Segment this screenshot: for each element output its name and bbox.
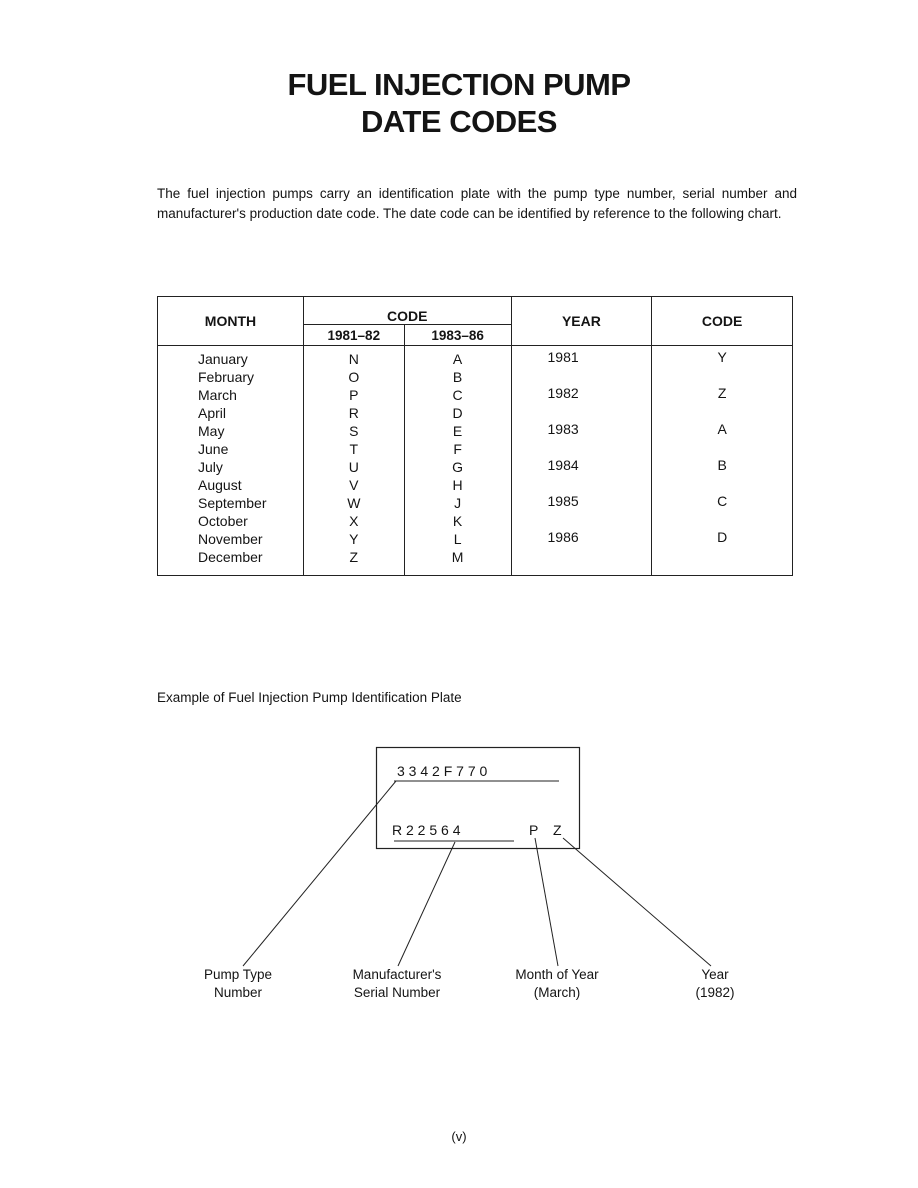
- code-1981-82-cell: Y: [349, 531, 359, 547]
- label-year: [665, 966, 765, 1002]
- page-number: (v): [451, 1129, 467, 1144]
- intro-paragraph: The fuel injection pumps carry an identification plate with the pump type number, serial number and manufacturer's production date code. The date code can be identified by reference to the following chart.: [157, 186, 797, 221]
- code-1981-82-cell: Z: [349, 549, 359, 565]
- code-1983-86-cell: H: [452, 477, 463, 493]
- month-cell: February: [198, 369, 255, 385]
- code-1981-82-cell: S: [349, 423, 359, 439]
- label-year-line1: Year: [701, 967, 729, 982]
- year-cell: 1983: [547, 421, 579, 437]
- label-pump-type: [178, 966, 298, 1002]
- title-line-1: FUEL INJECTION PUMP: [287, 67, 631, 102]
- month-cell: November: [198, 531, 263, 547]
- code-1981-82-cell: R: [348, 405, 359, 421]
- label-month-line1: Month of Year: [515, 967, 599, 982]
- month-cell: September: [198, 495, 267, 511]
- code-1983-86-cell: L: [453, 531, 462, 547]
- code-1981-82-cell: U: [348, 459, 359, 475]
- year-code-cell: A: [717, 421, 727, 437]
- year-code-header: CODE: [652, 297, 793, 346]
- code-subheader-1983-86: 1983–86: [404, 325, 511, 346]
- label-month-of-year: [492, 966, 622, 1002]
- pointer-year: [563, 838, 711, 966]
- title-line-2: DATE CODES: [361, 104, 557, 139]
- code-subheader-1981-82: 1981–82: [303, 325, 404, 346]
- year-code-cell: D: [717, 529, 728, 545]
- month-cell: October: [198, 513, 248, 529]
- year-code-cell: B: [717, 457, 727, 473]
- year-header: YEAR: [511, 297, 652, 346]
- year-code-cell: Y: [717, 349, 727, 365]
- code-1981-82-cell: W: [347, 495, 361, 511]
- code-1983-86-cell: M: [451, 549, 464, 565]
- year-cell: 1982: [547, 385, 579, 401]
- label-pump-type-line2: Number: [213, 985, 262, 1000]
- code-1981-82-cell: P: [349, 387, 359, 403]
- plate-serial-number: R 2 2 5 6 4: [392, 822, 461, 838]
- label-year-line2: (1982): [695, 985, 735, 1000]
- pointer-serial: [398, 842, 455, 966]
- code-1983-86-cell: G: [452, 459, 464, 475]
- year-cell: 1984: [547, 457, 579, 473]
- pointer-pump-type: [243, 781, 396, 966]
- month-cell: August: [198, 477, 242, 493]
- plate-month-code: P: [529, 822, 539, 838]
- label-serial-line2: Serial Number: [353, 985, 441, 1000]
- code-1981-82-cell: O: [348, 369, 360, 385]
- year-code-cell: C: [717, 493, 728, 509]
- year-cell: 1986: [547, 529, 579, 545]
- label-pump-type-line1: Pump Type: [203, 967, 273, 982]
- code-1983-86-cell: C: [452, 387, 463, 403]
- code-1983-86-cell: A: [452, 351, 463, 367]
- code-1983-86-cell: F: [453, 441, 462, 457]
- code-1983-86-cell: E: [452, 423, 463, 439]
- month-cell: March: [198, 387, 237, 403]
- year-code-cell: Z: [717, 385, 727, 401]
- month-header: MONTH: [158, 297, 304, 346]
- year-cell: 1985: [547, 493, 579, 509]
- plate-type-number: 3 3 4 2 F 7 7 0: [397, 763, 488, 779]
- month-cell: January: [198, 351, 248, 367]
- code-1981-82-cell: X: [349, 513, 359, 529]
- code-1983-86-cell: B: [452, 369, 463, 385]
- label-serial-number: [332, 966, 462, 1002]
- code-header: CODE: [303, 297, 511, 325]
- month-cell: June: [198, 441, 229, 457]
- month-cell: May: [198, 423, 225, 439]
- month-cell: December: [198, 549, 263, 565]
- code-1983-86-cell: K: [452, 513, 463, 529]
- month-cell: July: [198, 459, 223, 475]
- pointer-month: [535, 838, 558, 966]
- code-1981-82-cell: T: [349, 441, 359, 457]
- label-serial-line1: Manufacturer's: [352, 967, 442, 982]
- month-cell: April: [198, 405, 227, 421]
- code-1983-86-cell: J: [454, 495, 462, 511]
- code-1981-82-cell: V: [349, 477, 359, 493]
- year-cell: 1981: [547, 349, 579, 365]
- plate-year-code: Z: [553, 822, 562, 838]
- code-1983-86-cell: D: [452, 405, 463, 421]
- code-1981-82-cell: N: [348, 351, 359, 367]
- label-month-line2: (March): [533, 985, 581, 1000]
- plate-caption: Example of Fuel Injection Pump Identification Plate: [157, 690, 462, 705]
